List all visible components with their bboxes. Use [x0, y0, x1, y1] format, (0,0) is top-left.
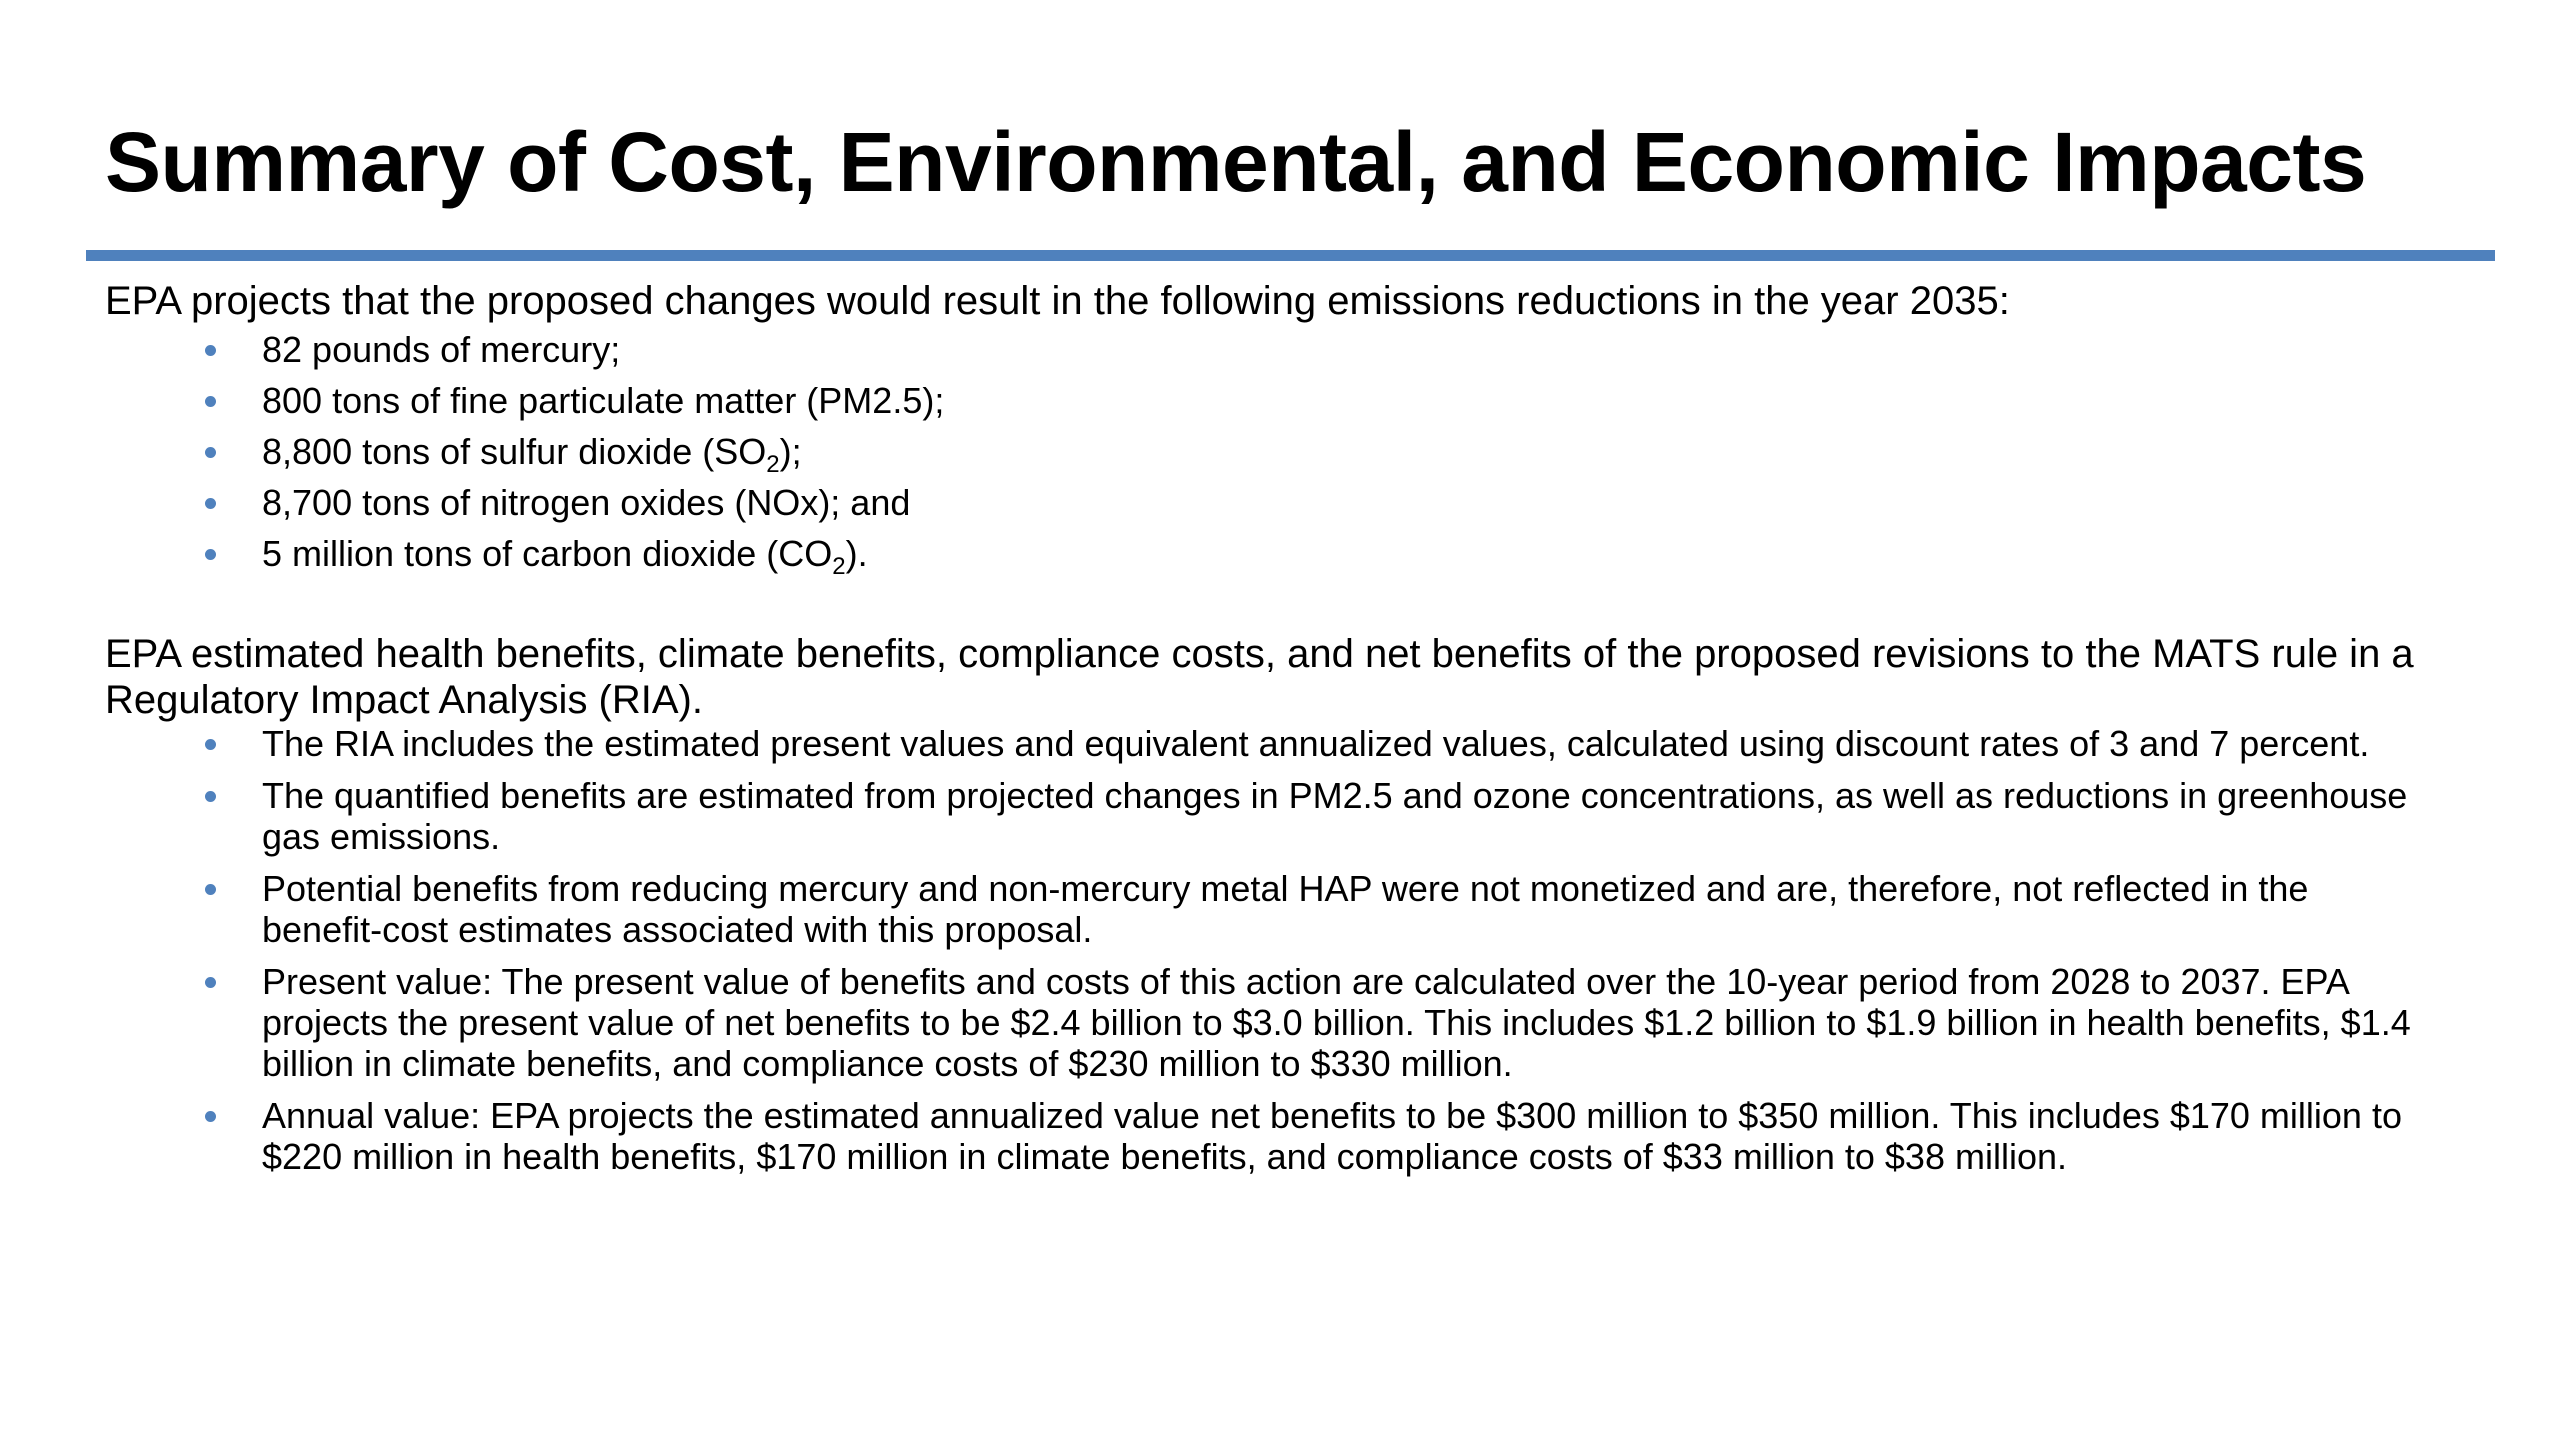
bullet-text: The RIA includes the estimated present values and equivalent annualized values, calculated using discount rates of 3 and 7 percent. — [262, 723, 2370, 764]
list-item — [262, 868, 2435, 950]
title-divider — [86, 250, 2495, 261]
subscript: 2 — [832, 553, 846, 580]
bullet-text-post: ). — [845, 533, 868, 574]
ria-intro: EPA estimated health benefits, climate benefits, compliance costs, and net benefits of the proposed revisions to the MATS rule in a Regulatory Impact Analysis (RIA). — [105, 632, 2414, 722]
bullet-text-pre: 8,800 tons of sulfur dioxide (SO — [262, 431, 767, 472]
list-item — [262, 375, 2435, 426]
list-item — [262, 775, 2435, 857]
bullet-text: Potential benefits from reducing mercury and non-mercury metal HAP were not monetized and are, therefore, not reflected in the benefit-cost estimates associated with this proposal. — [262, 868, 2309, 950]
bullet-icon — [205, 884, 216, 895]
bullet-text: Present value: The present value of benefits and costs of this action are calculated over the 10-year period from 2028 to 2037. EPA projects the present value of net benefits to be $2.4 billion to $3.0 billion. This includes $1.2 billion to $1.9 billion in health benefits, $1.4 billion in climate benefits, and compliance costs of $230 million to $330 million. — [262, 961, 2411, 1084]
bullet-icon — [205, 791, 216, 802]
bullet-text: Annual value: EPA projects the estimated annualized value net benefits to be $300 million to $350 million. This includes $170 million to $220 million in health benefits, $170 million in climate benefits, and compliance costs of $33 million to $38 million. — [262, 1095, 2402, 1177]
bullet-text: 82 pounds of mercury; — [262, 329, 621, 370]
bullet-icon — [205, 739, 216, 750]
ria-list — [105, 723, 2435, 1177]
bullet-icon — [205, 549, 216, 560]
list-item — [262, 528, 2435, 579]
list-item — [262, 324, 2435, 375]
bullet-icon — [205, 1111, 216, 1122]
bullet-text: 8,700 tons of nitrogen oxides (NOx); and — [262, 482, 911, 523]
list-item — [262, 477, 2435, 528]
emissions-intro: EPA projects that the proposed changes would result in the following emissions reductions in the year 2035: — [105, 279, 2010, 323]
list-item — [262, 961, 2435, 1084]
bullet-text-post: ); — [779, 431, 802, 472]
bullet-icon — [205, 498, 216, 509]
list-item — [262, 1095, 2435, 1177]
emissions-list — [105, 324, 2435, 579]
slide-body — [105, 278, 2435, 1188]
bullet-icon — [205, 396, 216, 407]
list-item — [262, 723, 2435, 764]
bullet-text: 800 tons of fine particulate matter (PM2.5); — [262, 380, 945, 421]
bullet-text: The quantified benefits are estimated from projected changes in PM2.5 and ozone concentrations, as well as reductions in greenhouse gas emissions. — [262, 775, 2408, 857]
slide-title: Summary of Cost, Environmental, and Economic Impacts — [105, 115, 2367, 209]
bullet-icon — [205, 345, 216, 356]
subscript: 2 — [766, 451, 780, 478]
bullet-icon — [205, 447, 216, 458]
bullet-icon — [205, 977, 216, 988]
bullet-text-pre: 5 million tons of carbon dioxide (CO — [262, 533, 833, 574]
list-item — [262, 426, 2435, 477]
